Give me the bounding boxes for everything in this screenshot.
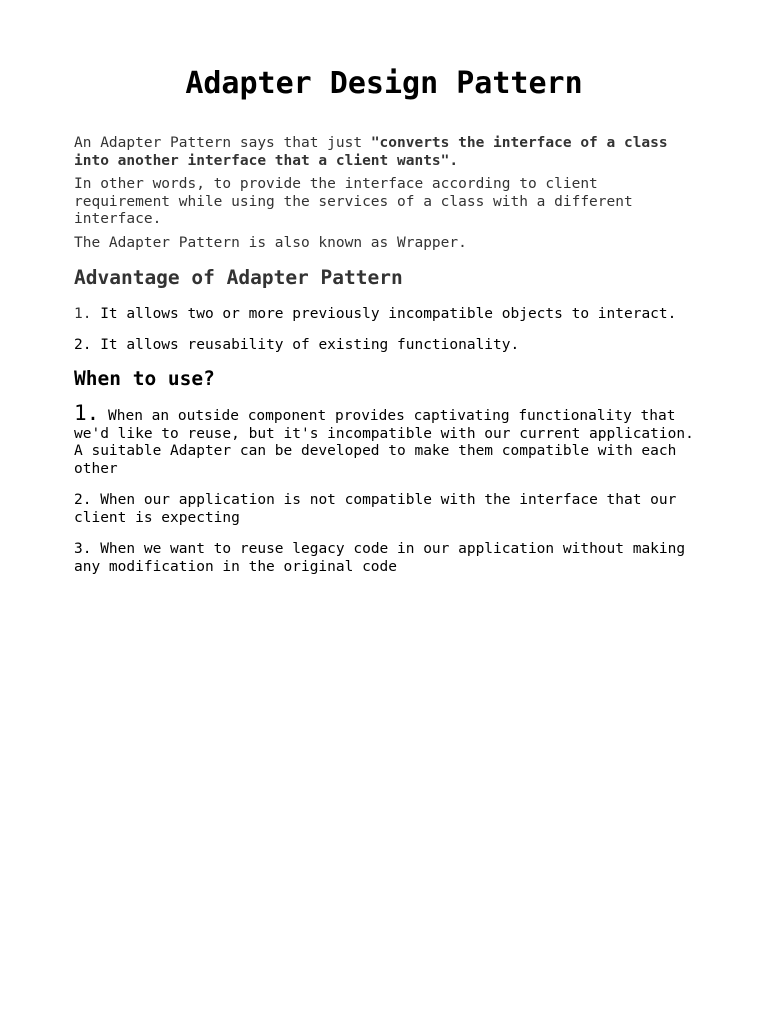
use-case-item-number: 2. — [74, 492, 92, 508]
intro-paragraph-alias: The Adapter Pattern is also known as Wrapper. — [74, 234, 467, 251]
intro-lead-text: An Adapter Pattern says that just — [74, 135, 371, 151]
intro-paragraph-definition — [74, 135, 694, 170]
advantage-item-text: It allows two or more previously incompatible objects to interact. — [91, 306, 677, 322]
use-case-item — [74, 401, 694, 478]
intro-quote-text: "converts the interface of a class into another interface that a client wants". — [74, 135, 668, 169]
advantage-item-text: It allows reusability of existing functionality. — [91, 336, 520, 353]
use-case-item-text: When we want to reuse legacy code in our application without making any modification in the original code — [74, 541, 686, 575]
use-case-item-number: 3. — [74, 541, 92, 557]
advantage-item-number: 2. — [74, 336, 92, 353]
advantage-item — [74, 306, 694, 324]
use-case-item — [74, 492, 694, 527]
use-case-item — [74, 541, 694, 576]
advantage-item-number: 1. — [74, 306, 92, 322]
advantages-heading: Advantage of Adapter Pattern — [74, 266, 403, 289]
use-case-item-text: When an outside component provides captivating functionality that we'd like to reuse, but it's incompatible with our current application. A suitable Adapter can be developed to make them compatible with each other — [74, 408, 694, 477]
when-to-use-heading: When to use? — [74, 367, 215, 390]
use-case-item-text: When our application is not compatible with the interface that our client is expecting — [74, 492, 677, 526]
intro-paragraph-explanation: In other words, to provide the interface according to client requirement while using the services of a class with a different interface. — [74, 176, 633, 227]
intro-section — [74, 135, 694, 252]
use-case-item-number: 1. — [74, 401, 100, 425]
advantage-item — [74, 337, 694, 355]
page-title: Adapter Design Pattern — [185, 66, 583, 101]
